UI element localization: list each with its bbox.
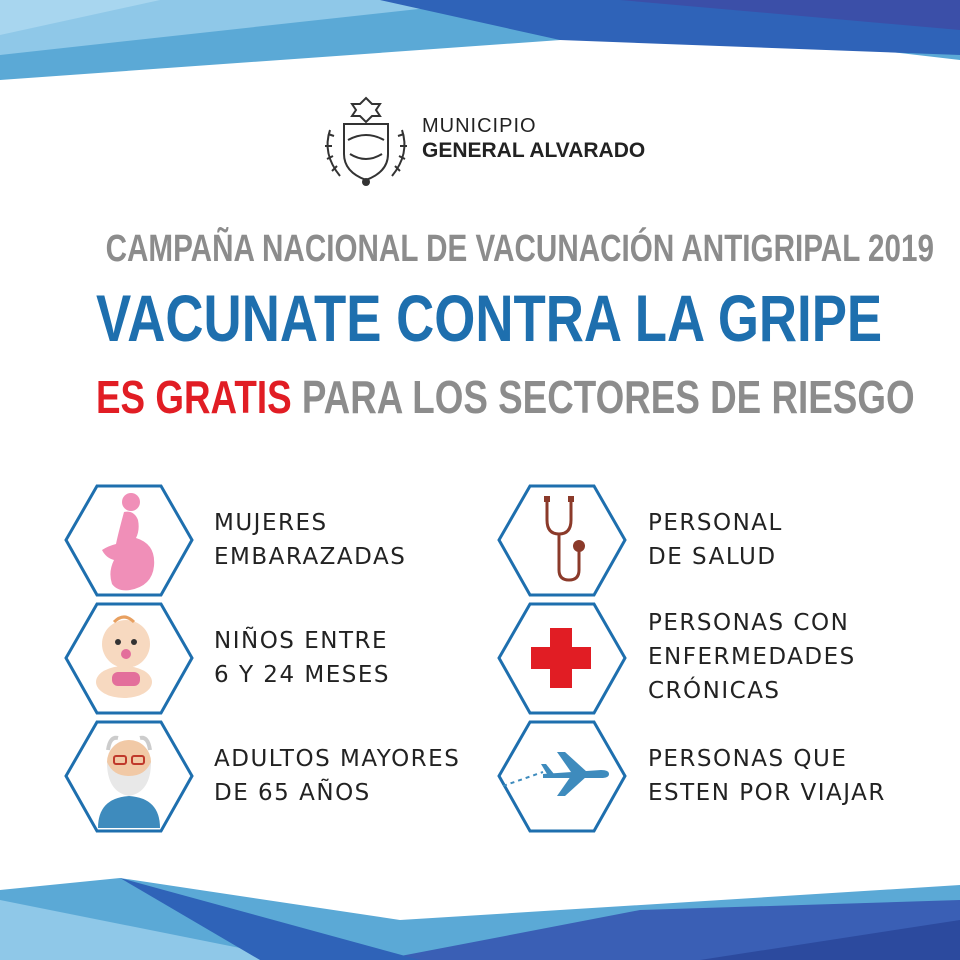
red-cross-icon	[497, 602, 627, 715]
campaign-tagline	[96, 370, 915, 424]
group-label-children: NIÑOS ENTRE 6 Y 24 MESES	[214, 628, 390, 688]
org-name-line2: GENERAL ALVARADO	[422, 139, 646, 162]
group-label-travelers: PERSONAS QUE ESTEN POR VIAJAR	[648, 746, 886, 806]
stethoscope-icon	[497, 484, 627, 597]
group-label-health-staff: PERSONAL DE SALUD	[648, 510, 783, 570]
group-label-elderly: ADULTOS MAYORES DE 65 AÑOS	[214, 746, 461, 806]
group-label-chronic-illness: PERSONAS CON ENFERMEDADES CRÓNICAS	[648, 610, 856, 704]
municipal-emblem-icon	[318, 90, 414, 190]
org-name-line1: MUNICIPIO	[422, 115, 537, 137]
pregnant-woman-icon	[64, 484, 194, 597]
municipality-name	[422, 114, 645, 164]
airplane-icon	[497, 720, 627, 833]
free-highlight: ES GRATIS	[96, 371, 292, 423]
bottom-decorative-band	[0, 860, 960, 960]
top-decorative-band	[0, 0, 960, 90]
elderly-man-icon	[64, 720, 194, 833]
group-label-pregnant-women: MUJERES EMBARAZADAS	[214, 510, 407, 570]
campaign-subtitle: CAMPAÑA NACIONAL DE VACUNACIÓN ANTIGRIPAL 2019	[105, 228, 934, 270]
free-rest: PARA LOS SECTORES DE RIESGO	[291, 371, 915, 423]
campaign-title: VACUNATE CONTRA LA GRIPE	[96, 281, 883, 355]
baby-icon	[64, 602, 194, 715]
